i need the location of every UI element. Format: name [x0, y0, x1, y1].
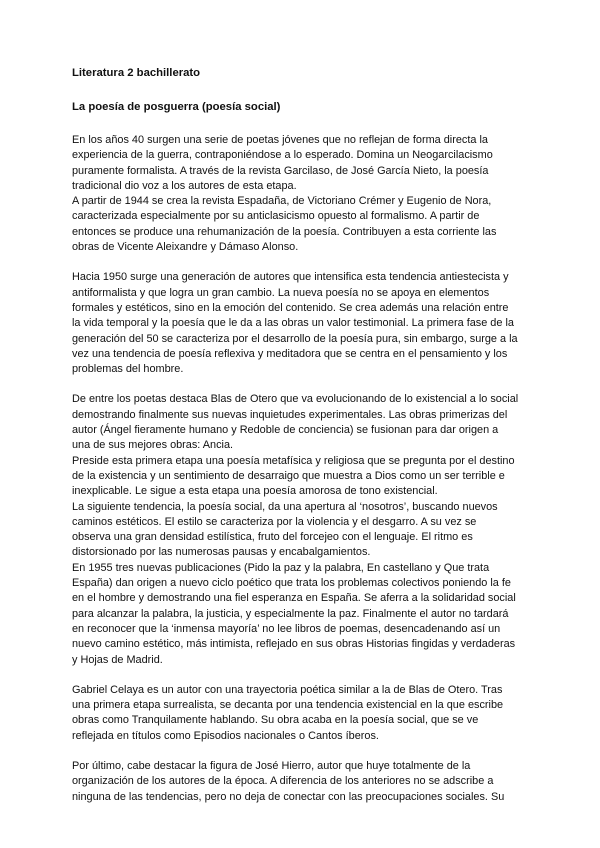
text-line: organización de los autores de la época. A diferencia de los anteriores no se adscribe a	[72, 775, 494, 788]
text-line: En los años 40 surgen una serie de poetas jóvenes que no reflejan de forma directa la	[72, 134, 488, 146]
paragraph-gap	[72, 255, 530, 270]
paragraph-4	[72, 683, 530, 744]
text-line: En 1955 tres nuevas publicaciones (Pido la paz y la palabra, En castellano y Que trata	[72, 561, 490, 574]
section-heading: La poesía de posguerra (poesía social)	[72, 101, 281, 113]
text-line: una primera etapa surrealista, se decanta por una tendencia existencial en la que escribe	[72, 699, 504, 712]
paragraph-gap	[72, 668, 530, 683]
text-line: puramente formalista. A través de la revista Garcilaso, de José García Nieto, la poesía	[72, 164, 489, 177]
paragraph-3	[72, 392, 530, 667]
text-line: vez una tendencia de poesía reflexiva y meditadora que se centra en el pensamiento y los	[72, 347, 508, 360]
text-line: Preside esta primera etapa una poesía metafísica y religiosa que se pregunta por el destino	[72, 454, 515, 467]
text-line: formales y estéticos, sino en la emoción del contenido. Se crea además una relación entre	[72, 301, 509, 314]
paragraph-2	[72, 270, 530, 377]
paragraph-1	[72, 133, 530, 255]
text-line: de la existencia y un sentimiento de desarraigo que muestra a Dios como un ser terrible e	[72, 469, 505, 482]
text-line: una de sus mejores obras: Ancia.	[72, 439, 234, 452]
text-line: observa una gran densidad estilística, fruto del forcejeo con el lenguaje. El ritmo es	[72, 531, 473, 544]
text-line: inexplicable. Le sigue a esta etapa una poesía amorosa de tono existencial.	[72, 485, 438, 498]
text-line: distorsionado por las numerosas pausas y encabalgamientos.	[72, 546, 371, 559]
text-line: entonces se produce una rehumanización de la poesía. Contribuyen a esta corriente las	[72, 225, 497, 238]
text-line: De entre los poetas destaca Blas de Otero que va evolucionando de lo existencial a lo social	[72, 393, 519, 406]
text-line: Hacia 1950 surge una generación de autores que intensifica esta tendencia antiestecista y	[72, 271, 509, 284]
text-line: la vida temporal y la poesía que le da a las obras un valor testimonial. La primera fase de la	[72, 317, 514, 330]
text-line: nuevo camino estético, más intimista, reflejado en sus obras Historias fingidas y verdaderas	[72, 638, 516, 651]
text-line: obras como Tranquilamente hablando. Su obra acaba en la poesía social, que se ve	[72, 714, 479, 727]
text-line: antiformalista y que logra un gran cambio. La nueva poesía no se apoya en elementos	[72, 286, 490, 299]
text-line: caracterizada especialmente por su anticlasicismo opuesto al formalismo. A partir de	[72, 210, 480, 223]
text-line: La siguiente tendencia, la poesía social, da una apertura al ‘nosotros’, buscando nuevos	[72, 500, 498, 513]
text-line: obras de Vicente Aleixandre y Dámaso Alonso.	[72, 241, 299, 254]
document-title: Literatura 2 bachillerato	[72, 67, 201, 79]
paragraph-5	[72, 759, 530, 805]
text-line: para alcanzar la palabra, la justicia, y especialmente la paz. Finalmente el autor no tardará	[72, 607, 509, 620]
paragraph-gap	[72, 377, 530, 392]
text-line: Por último, cabe destacar la figura de José Hierro, autor que huye totalmente de la	[72, 759, 471, 772]
text-line: en el hombre y demostrando una fiel esperanza en España. Se aferra a la solidaridad social	[72, 592, 516, 605]
text-line: problemas del hombre.	[72, 363, 184, 376]
paragraph-gap	[72, 744, 530, 759]
text-line: demostrando finalmente sus nuevas inquietudes experimentales. Las obras primerizas del	[72, 408, 508, 421]
text-line: España) dan origen a nuevo ciclo poético que trata los problemas colectivos poniendo la fe	[72, 577, 511, 590]
text-line: Gabriel Celaya es un autor con una trayectoria poética similar a la de Blas de Otero. Tras	[72, 683, 503, 696]
text-line: caminos estéticos. El estilo se caracteriza por la violencia y el desgarro. A su vez se	[72, 515, 477, 528]
text-line: en reconocer que la ‘inmensa mayoría’ no lee libros de poemas, desencadenando así un	[72, 622, 501, 635]
text-line: tradicional dio voz a los autores de esta etapa.	[72, 179, 297, 192]
text-line: A partir de 1944 se crea la revista Espadaña, de Victoriano Crémer y Eugenio de Nora,	[72, 195, 492, 208]
text-line: ninguna de las tendencias, pero no deja de conectar con las preocupaciones sociales. Su	[72, 790, 505, 803]
text-line: generación del 50 se caracteriza por el desarrollo de la poesía pura, sin embargo, surge a la	[72, 332, 518, 345]
text-line: y Hojas de Madrid.	[72, 653, 163, 666]
text-line: autor (Ángel fieramente humano y Redoble de conciencia) se fusionan para dar origen a	[72, 424, 499, 437]
text-line: experiencia de la guerra, contraponiéndose a lo esperado. Domina un Neogarcilacismo	[72, 149, 493, 162]
text-line: reflejada en títulos como Episodios nacionales o Cantos íberos.	[72, 729, 379, 742]
